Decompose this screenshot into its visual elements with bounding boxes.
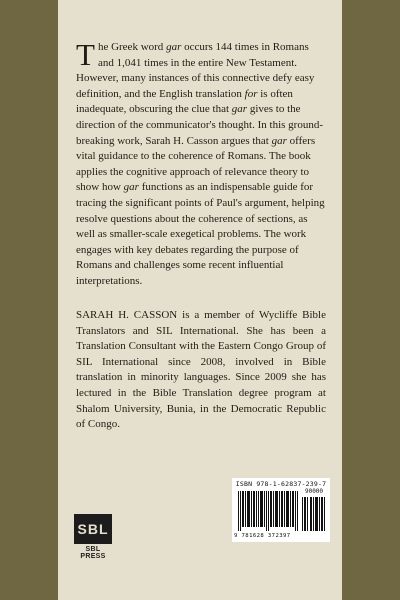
- italic-term: gar: [166, 41, 182, 53]
- sbl-mark: SBL: [74, 514, 112, 544]
- description-text: offers vital guidance to the coherence of Romans. The book applies the cognitive approach of relevance theory to show how: [76, 134, 316, 194]
- description-text: he Greek word: [97, 41, 167, 53]
- isbn-barcode: [232, 478, 330, 542]
- description-text: occurs 144 times in Romans and 1,041 times in the entire New Testament. However, many instances of this connective defy easy definition, and the English translation: [76, 41, 315, 100]
- publisher-logo: [74, 514, 112, 564]
- price-code: 90000: [304, 488, 324, 495]
- ean-number: 9 781628 372397: [234, 533, 291, 539]
- publisher-name: SBL PRESS: [80, 546, 106, 560]
- book-description: [76, 37, 326, 290]
- description-text: is often inadequate, obscuring the clue that: [76, 87, 293, 116]
- italic-term: gar: [123, 181, 139, 194]
- author-bio: SARAH H. CASSON is a member of Wycliffe Bible Translators and SIL International. She has been a Translation Consultant with the Eastern Congo Group of SIL International since 2008, involved in Bible translation in minority languages. Since 2009 she has lectured in the Bible Translation degree program at Shalom University, Bunia, in the Democratic Republic of Congo.: [76, 309, 326, 431]
- italic-term: for: [244, 87, 258, 100]
- price-barcode-bars: [302, 497, 326, 531]
- description-text: gives to the direction of the communicator's thought. In this ground-breaking work, Sarah H. Casson argues that: [76, 103, 323, 147]
- drop-cap: T: [76, 37, 95, 72]
- italic-term: gar: [231, 103, 248, 116]
- isbn-label: ISBN 978-1-62837-239-7: [235, 480, 327, 488]
- italic-term: gar: [271, 134, 287, 147]
- barcode-bars: [238, 491, 298, 531]
- description-text: functions as an indispensable guide for tracing the significant points of Paul's argument, helping resolve questions about the coherence of sections, as well as smaller-scale exegetical problems. The work engages with key debates regarding the purpose of Romans and challenges some recent influential interpretations.: [76, 181, 325, 287]
